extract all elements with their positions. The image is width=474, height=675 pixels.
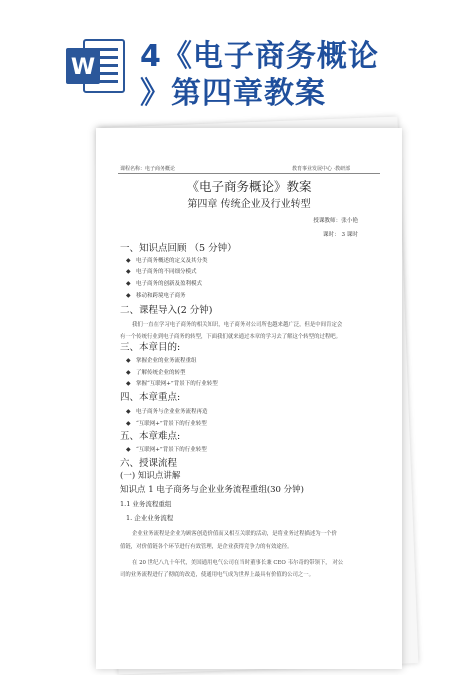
paragraph-line: 司的业务流程进行了彻底的改造，使通用电气成为世界上最具有价值的公司之一。	[120, 572, 315, 578]
knowledge-point-heading: 知识点 1 电子商务与企业业务流程重组(30 分钟)	[120, 485, 304, 495]
list-item: ◆ 移动和跨境电子商务	[126, 292, 186, 299]
svg-text:W: W	[70, 55, 96, 80]
section-3-heading: 三、本章目的:	[120, 342, 181, 353]
subsection-heading: (一) 知识点讲解	[120, 471, 181, 481]
list-item: ◆ “互联网+”背景下的行业转型	[126, 420, 207, 427]
teacher-line: 授课教师：张小艳	[313, 218, 358, 224]
paragraph-line: 企业业务流程是企业为顾客创造价值而又相互关联的活动，是将业务过程描述为一个价	[132, 531, 337, 537]
section-1-heading: 一、知识点回顾 （5 分钟）	[120, 243, 237, 254]
list-item: ◆ 掌握企业的业务流程重组	[126, 357, 197, 364]
word-document-icon	[66, 38, 126, 94]
list-item: ◆ 电子商务与企业业务流程再造	[126, 408, 208, 415]
section-2-heading: 二、课程导入(2 分钟)	[120, 305, 213, 316]
section-5-heading: 五、本章难点:	[120, 431, 181, 442]
list-item: ◆ 电子商务的创新及盈利模式	[126, 280, 203, 287]
paragraph-line: 我们一直在学习电子商务的相关知识，电子商务对公司所也越来越广泛，但是中间肯定会	[132, 322, 343, 328]
section-6-heading: 六、授课流程	[120, 458, 178, 469]
course-meta-left: 课程名称：电子商务概论	[120, 166, 176, 172]
subsection-item: 1. 企业业务流程	[126, 514, 174, 522]
list-item: ◆ 电子商务概述的定义及其分类	[126, 257, 208, 264]
paragraph-line: 值链，对价值链各个环节进行有效管理，是企业获得竞争力的有效途径。	[120, 544, 293, 550]
course-meta-right: 教育事业发展中心 ·教研部	[292, 166, 351, 172]
page-title-line-2: 》第四章教案	[140, 76, 326, 111]
paragraph-line: 在 20 世纪八九十年代，美国通用电气公司在当时董事长兼 CEO 韦尔奇的带领下， 对公	[132, 560, 344, 566]
hours-line: 课时： 3 课时	[322, 232, 358, 238]
chapter-title: 第四章 传统企业及行业转型	[187, 199, 311, 210]
subsection-1-1: 1.1 业务流程重组	[120, 500, 172, 508]
list-item: ◆ 了解传统企业的转型	[126, 369, 186, 376]
page-title-line-1: 4《电子商务概论	[140, 39, 379, 74]
header-rule	[118, 173, 380, 174]
list-item: ◆ 掌握“互联网+”背景下的行业转型	[126, 380, 218, 387]
list-item: ◆ “互联网+”背景下的行业转型	[126, 446, 207, 453]
list-item: ◆ 电子商务的不同细分模式	[126, 268, 197, 275]
document-title: 《电子商务概论》教案	[186, 179, 312, 194]
page-header	[0, 0, 474, 112]
paragraph-line: 有一个传统行业到电子商务的转型，下面我们就来通过本章的学习去了解这个转型的过程吧。	[120, 334, 342, 340]
section-4-heading: 四、本章重点:	[120, 392, 181, 403]
document-preview	[96, 128, 402, 669]
